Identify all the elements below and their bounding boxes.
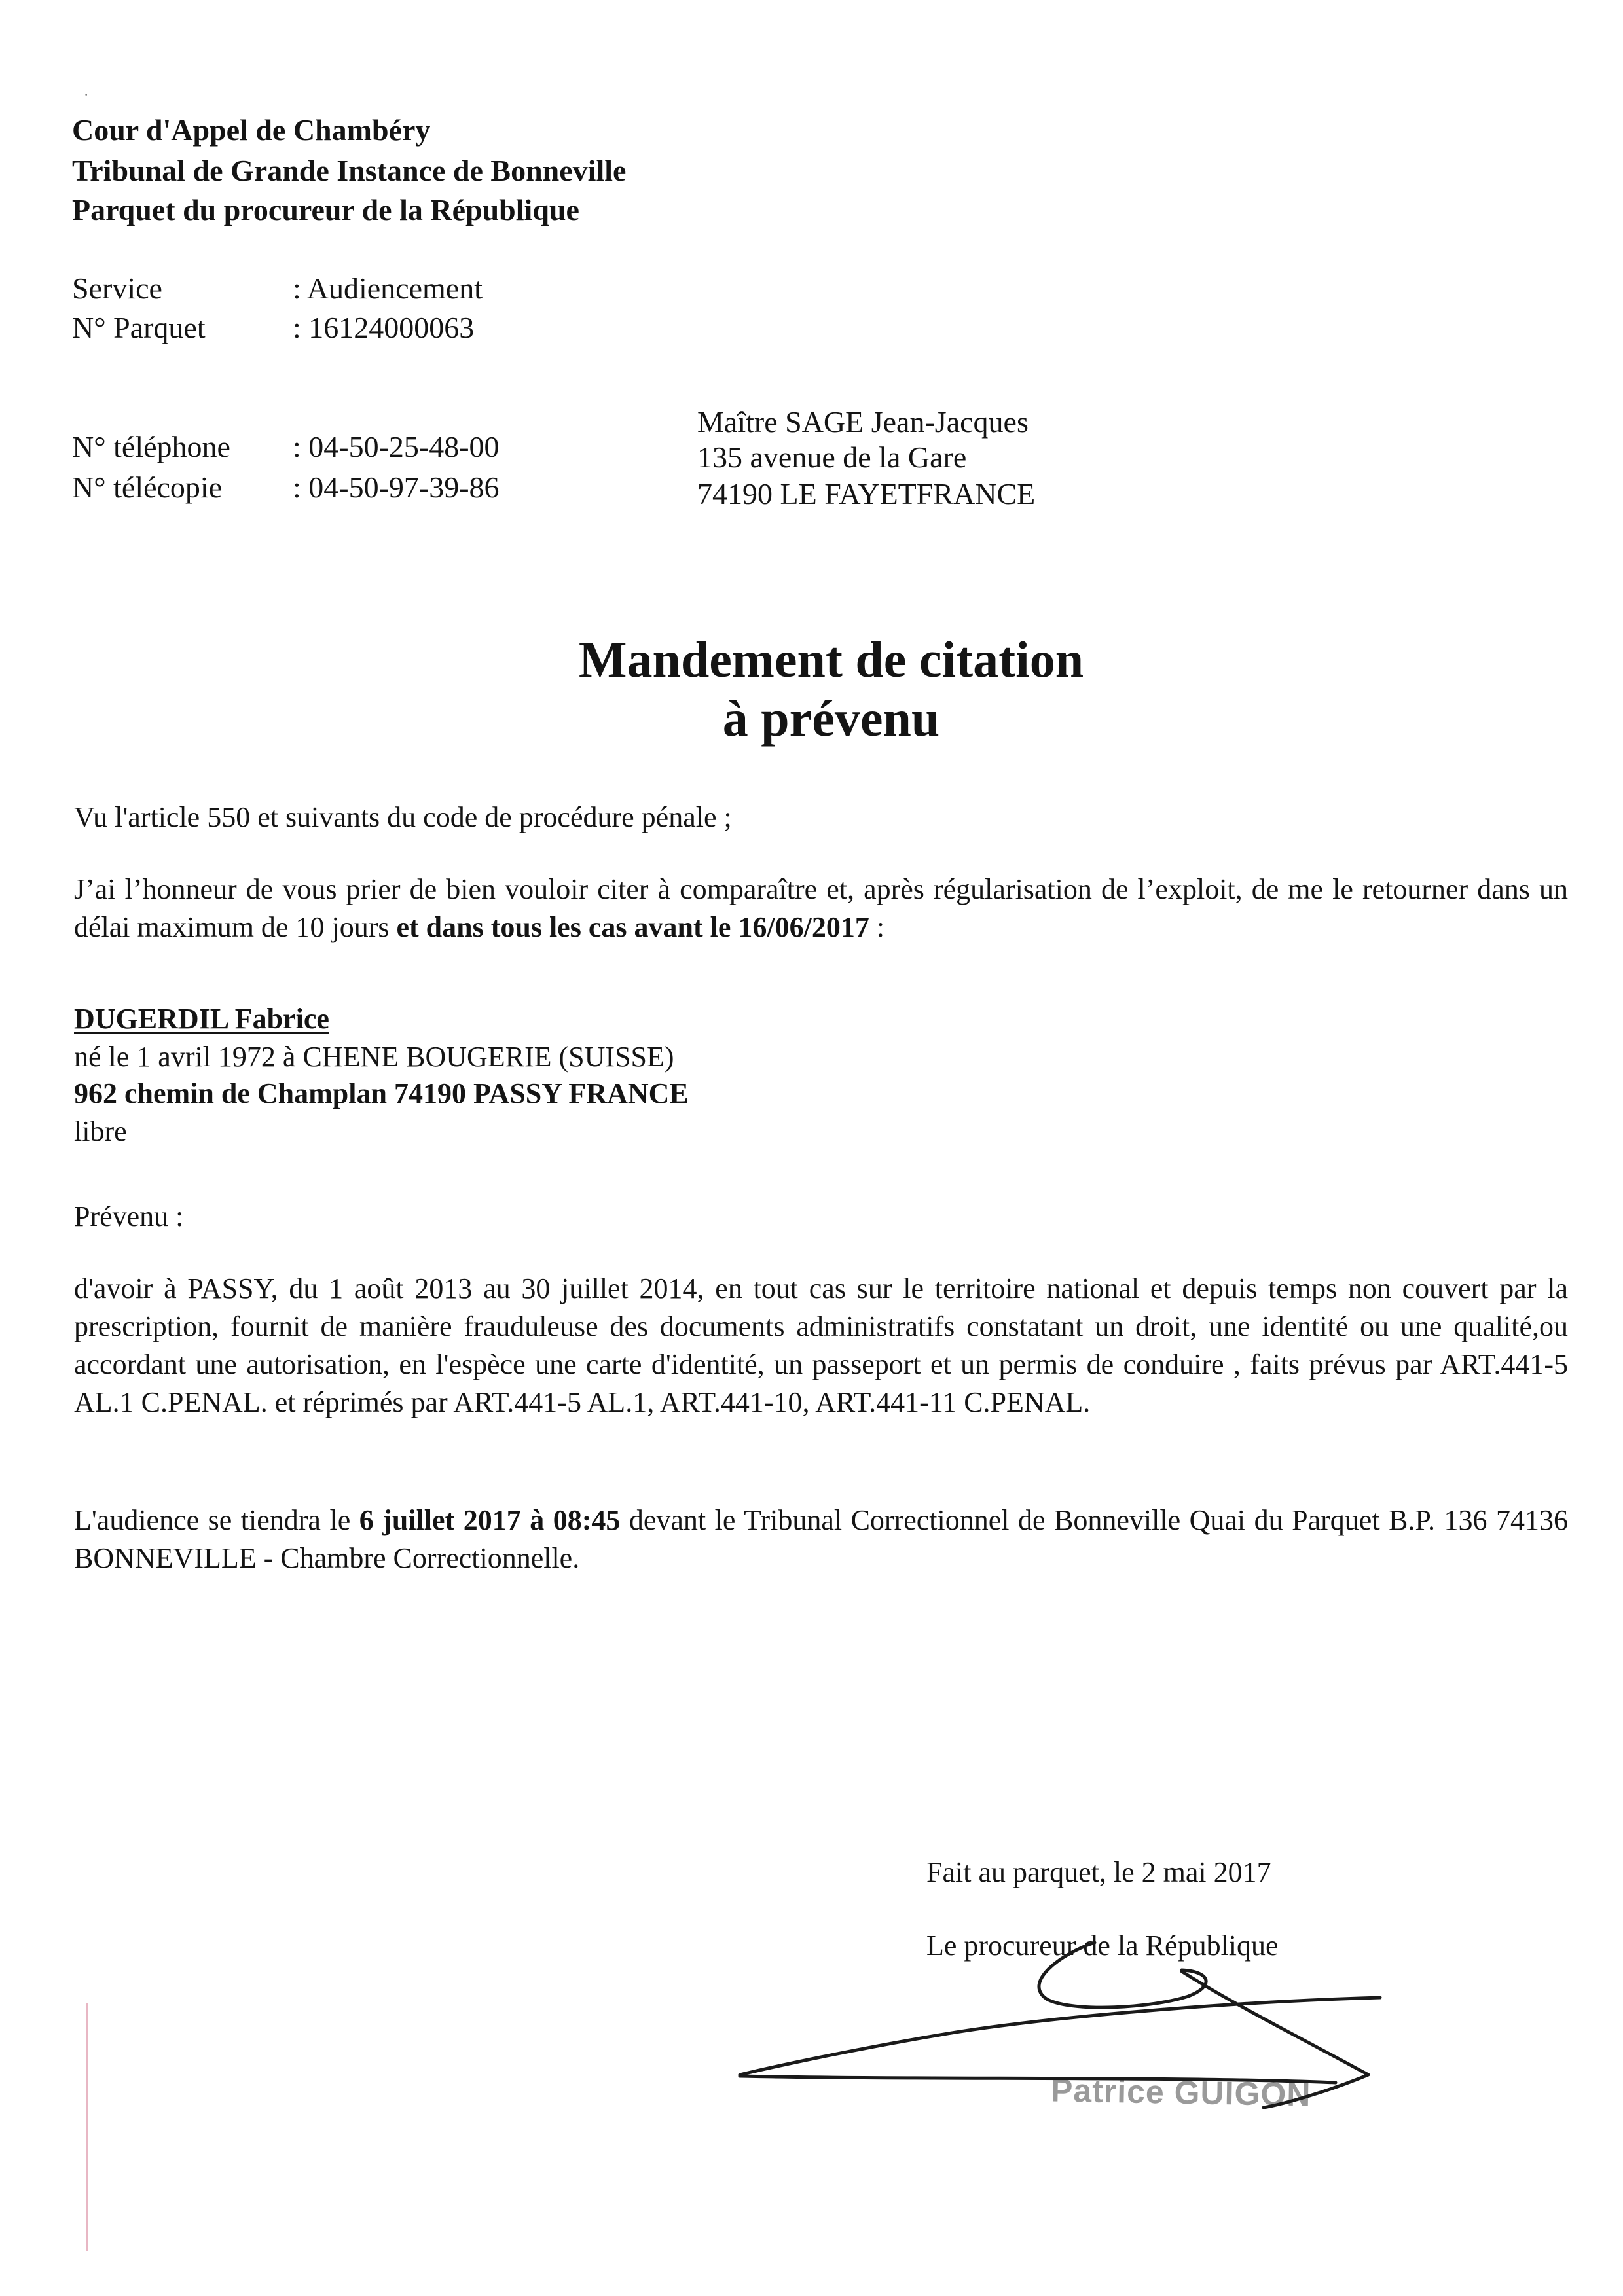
recipient-street: 135 avenue de la Gare bbox=[697, 440, 967, 474]
scan-speck: · bbox=[84, 86, 89, 103]
defendant-birth: né le 1 avril 1972 à CHENE BOUGERIE (SUISSE) bbox=[74, 1041, 674, 1073]
document-title: Mandement de citation bbox=[578, 631, 1084, 688]
signature-sweep-stroke bbox=[740, 1998, 1380, 2075]
fax-label: N° télécopie bbox=[72, 471, 223, 504]
signatory-role: Le procureur de la République bbox=[926, 1929, 1279, 1962]
recipient-name: Maître SAGE Jean-Jacques bbox=[697, 405, 1029, 439]
request-text: J’ai l’honneur de vous prier de bien vouloir citer à comparaître et, après régularisation de l’exploit, de me le retourner dans un délai maximum de 10 jours bbox=[74, 873, 1568, 943]
defendant-name bbox=[74, 1000, 329, 1038]
parquet-number-value: : 16124000063 bbox=[293, 311, 475, 344]
fax-value: : 04-50-97-39-86 bbox=[293, 471, 500, 504]
charge-paragraph: d'avoir à PASSY, du 1 août 2013 au 30 juillet 2014, en tout cas sur le territoire national et depuis temps non couvert par la prescription, fournit de manière frauduleuse des documents administratifs constatant un droit, une identité ou une qualité,ou accordant une autorisation, en l'espèce une carte d'identité, un passeport et un permis de conduire , faits prévus par ART.441-5 AL.1 C.PENAL. et réprimés par ART.441-5 AL.1, ART.441-10, ART.441-11 C.PENAL. bbox=[74, 1272, 1568, 1418]
document-subtitle: à prévenu bbox=[722, 690, 940, 747]
prevenu-label: Prévenu : bbox=[74, 1200, 184, 1232]
hearing-paragraph bbox=[74, 1501, 1568, 1577]
legal-basis: Vu l'article 550 et suivants du code de procédure pénale ; bbox=[74, 801, 732, 833]
signature-stamp: Patrice GUIGON bbox=[1050, 2072, 1311, 2113]
request-end: : bbox=[869, 911, 885, 943]
tribunal-name: Tribunal de Grande Instance de Bonneville bbox=[72, 154, 627, 187]
service-value: : Audiencement bbox=[293, 272, 483, 305]
defendant-status: libre bbox=[74, 1115, 127, 1147]
hearing-datetime: 6 juillet 2017 à 08:45 bbox=[359, 1504, 621, 1536]
service-label: Service bbox=[72, 272, 162, 305]
court-name: Cour d'Appel de Chambéry bbox=[72, 113, 431, 147]
hearing-text-start: L'audience se tiendra le bbox=[74, 1504, 359, 1536]
request-deadline: et dans tous les cas avant le 16/06/2017 bbox=[396, 911, 869, 943]
scan-margin-line bbox=[86, 2003, 88, 2251]
request-paragraph bbox=[74, 870, 1568, 946]
phone-value: : 04-50-25-48-00 bbox=[293, 430, 500, 463]
parquet-name: Parquet du procureur de la République bbox=[72, 193, 579, 226]
recipient-city: 74190 LE FAYETFRANCE bbox=[697, 477, 1036, 511]
hearing-text-end: devant le Tribunal Correctionnel de Bonneville Quai du Parquet B.P. 136 74136 BONNEVILLE - Chambre Correctionnelle. bbox=[74, 1504, 1568, 1574]
defendant-name-text: DUGERDIL Fabrice bbox=[74, 1003, 329, 1035]
parquet-number-label: N° Parquet bbox=[72, 311, 206, 344]
defendant-address: 962 chemin de Champlan 74190 PASSY FRANCE bbox=[74, 1077, 689, 1109]
place-date: Fait au parquet, le 2 mai 2017 bbox=[926, 1856, 1271, 1888]
phone-label: N° téléphone bbox=[72, 430, 230, 463]
